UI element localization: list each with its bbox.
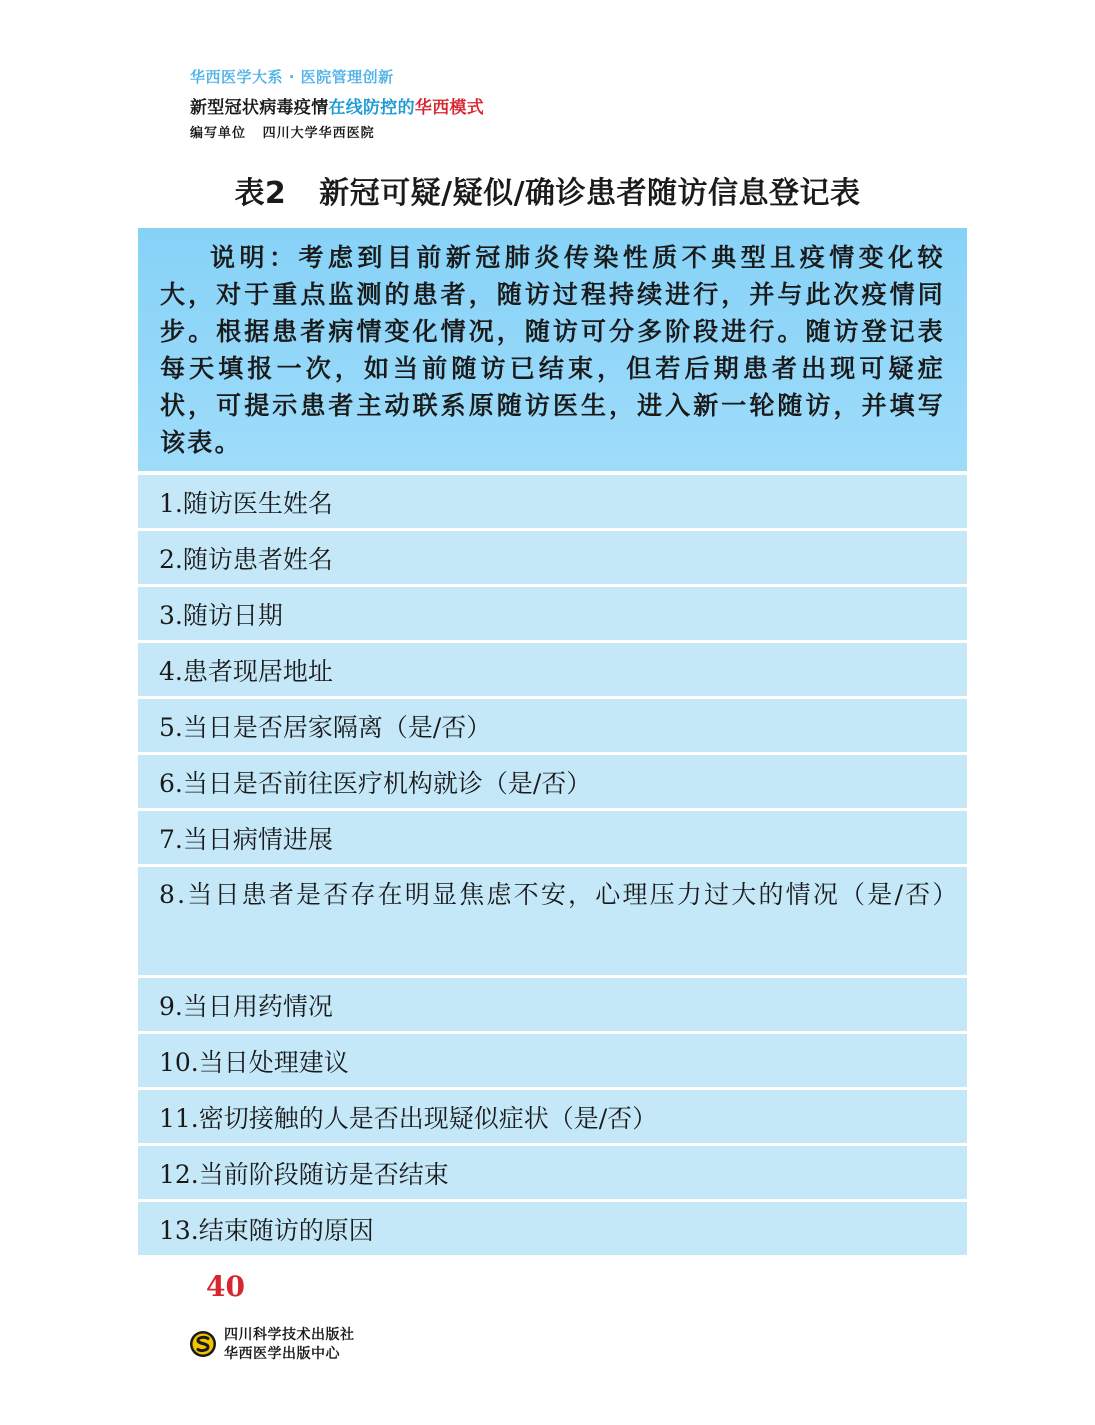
book-title xyxy=(190,93,484,118)
series-name: 华西医学大系 · 医院管理创新 xyxy=(190,68,394,86)
table-row: 1.随访医生姓名 xyxy=(138,475,967,528)
followup-form-rows xyxy=(138,475,967,1258)
table-row: 11.密切接触的人是否出现疑似症状（是/否） xyxy=(138,1090,967,1143)
publisher-line1: 四川科学技术出版社 xyxy=(224,1327,355,1343)
table-row: 13.结束随访的原因 xyxy=(138,1202,967,1255)
description-box: 说明：考虑到目前新冠肺炎传染性质不典型且疫情变化较大，对于重点监测的患者，随访过程持续进行，并与此次疫情同步。根据患者病情变化情况，随访可分多阶段进行。随访登记表每天填报一次，如当前随访已结束，但若后期患者出现可疑症状，可提示患者主动联系原随访医生，进入新一轮随访，并填写该表。 xyxy=(138,228,967,471)
table-row: 4.患者现居地址 xyxy=(138,643,967,696)
table-row: 12.当前阶段随访是否结束 xyxy=(138,1146,967,1199)
publisher-logo-icon xyxy=(189,1330,217,1358)
book-title-part2: 在线防控的 xyxy=(328,98,415,118)
table-row: 10.当日处理建议 xyxy=(138,1034,967,1087)
table-row: 7.当日病情进展 xyxy=(138,811,967,864)
table-row: 6.当日是否前往医疗机构就诊（是/否） xyxy=(138,755,967,808)
table-row: 2.随访患者姓名 xyxy=(138,531,967,584)
table-row: 3.随访日期 xyxy=(138,587,967,640)
table-row: 8.当日患者是否存在明显焦虑不安，心理压力过大的情况（是/否） xyxy=(138,867,967,975)
publisher-line2: 华西医学出版中心 xyxy=(224,1346,340,1362)
table-row: 5.当日是否居家隔离（是/否） xyxy=(138,699,967,752)
table-title: 表2 新冠可疑/疑似/确诊患者随访信息登记表 xyxy=(234,176,861,211)
book-title-part3: 华西模式 xyxy=(414,98,485,118)
publisher xyxy=(224,1326,355,1364)
book-title-part1: 新型冠状病毒疫情 xyxy=(190,98,329,118)
table-row: 9.当日用药情况 xyxy=(138,978,967,1031)
editor-unit: 编写单位 四川大学华西医院 xyxy=(190,126,375,141)
page-number: 40 xyxy=(206,1270,245,1303)
